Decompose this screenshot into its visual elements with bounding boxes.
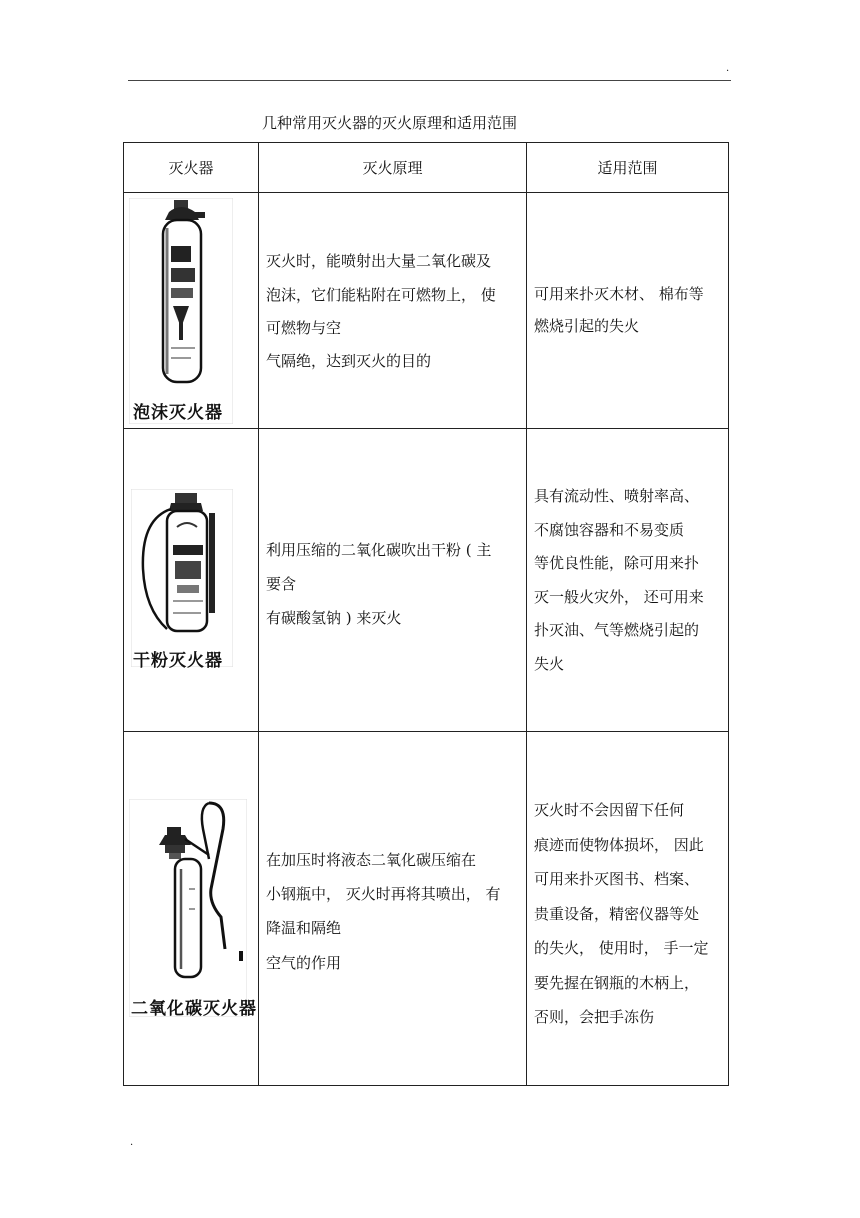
foam-extinguisher-image bbox=[129, 198, 233, 424]
header-principle: 灭火原理 bbox=[362, 158, 423, 177]
header-rule bbox=[128, 80, 731, 81]
dry-powder-principle-text: 利用压缩的二氧化碳吹出干粉 ( 主 要含 有碳酸氢钠 ) 来灭火 bbox=[266, 541, 492, 627]
page-title: 几种常用灭火器的灭火原理和适用范围 bbox=[262, 114, 518, 132]
co2-extinguisher-image bbox=[129, 799, 247, 1017]
foam-scope-text: 可用来扑灭木材、 棉布等 燃烧引起的失火 bbox=[534, 285, 704, 335]
foam-extinguisher-caption: 泡沫灭火器 bbox=[133, 403, 223, 423]
header-extinguisher: 灭火器 bbox=[168, 158, 214, 177]
co2-scope-text: 灭火时不会因留下任何 痕迹而使物体损坏， 因此 可用来扑灭图书、档案、 贵重设备，精密仪器等处 的失火， 使用时， 手一定 要先握在钢瓶的木柄上， 否则，会把手冻伤 bbox=[534, 801, 709, 1026]
dry-powder-extinguisher-caption: 干粉灭火器 bbox=[133, 651, 223, 671]
header-mark: . bbox=[726, 63, 730, 74]
co2-principle-text: 在加压时将液态二氧化碳压缩在 小钢瓶中， 灭火时再将其喷出， 有 降温和隔绝 空气的作用 bbox=[266, 851, 501, 972]
header-scope: 适用范围 bbox=[597, 158, 658, 177]
co2-extinguisher-caption: 二氧化碳灭火器 bbox=[131, 999, 257, 1019]
footer-mark: . bbox=[130, 1137, 134, 1148]
dry-powder-scope-text: 具有流动性、喷射率高、 不腐蚀容器和不易变质 等优良性能，除可用来扑 灭一般火灾外， 还可用来 扑灭油、气等燃烧引起的 失火 bbox=[534, 487, 704, 673]
dry-powder-extinguisher-image bbox=[131, 489, 233, 667]
foam-principle-text: 灭火时，能喷射出大量二氧化碳及 泡沫，它们能粘附在可燃物上， 使 可燃物与空 气隔绝，达到灭火的目的 bbox=[266, 252, 496, 370]
